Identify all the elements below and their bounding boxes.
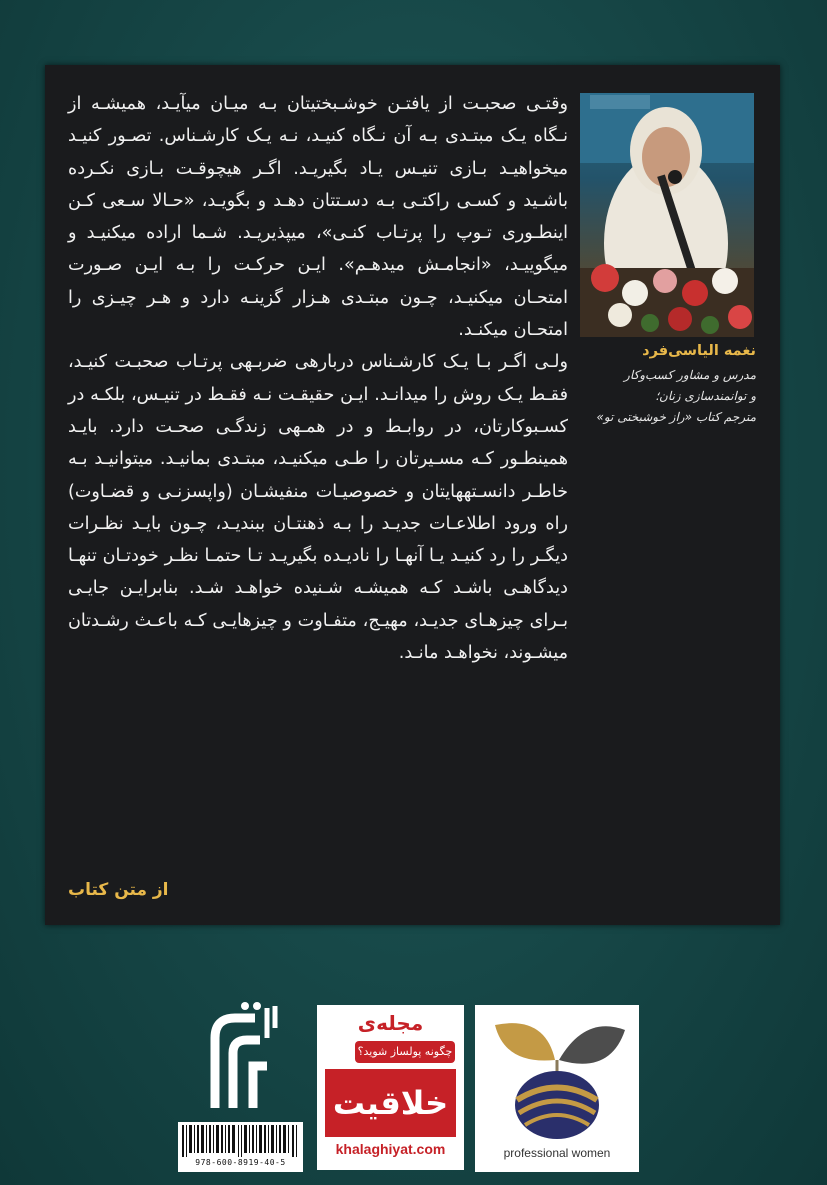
author-info (560, 343, 756, 428)
isbn-number: 978-600-8919-40-5 (195, 1158, 286, 1167)
author-name: نغمه الیاسی‌فرد (642, 343, 756, 359)
author-portrait-illustration (580, 93, 754, 337)
pw-label: professional women (503, 1146, 611, 1160)
author-title-1: مدرس و مشاور کسب‌وکار (624, 368, 756, 382)
excerpt-source: از متن کتاب (68, 880, 169, 900)
negah-logo-icon (205, 998, 285, 1116)
excerpt-paragraph-1: وقتـی صحبـت از یافتـن خوشـبختیتان بـه میـان میآیـد، همیشـه از نـگاه یـک مبتـدی بـه آن نـگاه کنیـد، نـه یـک کارشـناس. تصـور کنیـد میخواهیـد بـازی تنیـس یـاد بگیریـد. اگـر هیچوقـت بـازی نکـرده باشـید و کسـی راکتـی بـه دسـتتان دهـد و بگویـد، «حـالا سـعی کـن اینطـوری تـوپ را پرتـاب کنـی»، میپذیریـد. شـما اراده میکنیـد و میگوییـد، «انجامـش میدهـم». ایـن حرکـت را بـه ایـن صـورت امتحـان میکنیـد، چـون مبتـدی هـزار گزینـه دارد و هـر چیـزی را امتحـان میکنـد. (68, 94, 568, 341)
book-excerpt (68, 88, 568, 848)
magazine-question: چگونه پولساز شوید؟ (355, 1041, 455, 1063)
magazine-url: khalaghiyat.com (335, 1141, 446, 1157)
magazine-title: خلاقیت (325, 1069, 456, 1137)
leaf-sphere-icon (475, 1005, 639, 1145)
author-photo (580, 93, 754, 337)
publisher-logo (205, 998, 285, 1116)
professional-women-logo (475, 1005, 639, 1172)
author-title-3: مترجم کتاب «راز خوشبختی تو» (596, 410, 756, 424)
khalaghiyat-magazine-logo (317, 1005, 464, 1170)
magazine-label: مجله‌ی (357, 1011, 424, 1035)
author-title-2: و توانمندسازی زنان؛ (655, 389, 756, 403)
excerpt-paragraph-2: ولـی اگـر بـا یـک کارشـناس دربارهی ضربـهی پرتـاب صحبـت کنیـد، فقـط یـک روش را میدانـد. ایـن حقیقـت نـه فقـط در تنیـس، بلکـه در کسـبوکارتان، در روابـط و در همـهی زندگـی صحـت دارد. بایـد همینطـور کـه مسـیرتان را طـی میکنیـد، مبتـدی بمانیـد. میتوانیـد بـه خاطـر دانسـتههایتان و خصوصیـات منفیشـان (واپسزنـی و قضـاوت) راه ورود اطلاعـات جدیـد را بـه ذهنتـان ببندیـد، چـون بایـد نظـرات دیگـر را رد کنیـد یـا آنهـا را نادیـده بگیریـد تـا حتمـا نظـر خودتـان تنهـا دیدگاهـی باشـد کـه همیشـه شـنیده خواهـد شـد. بنابرایـن جایـی بـرای چیزهـای جدیـد، مهیـج، متفـاوت و چیزهایـی کـه باعـث رشـدتان میشـوند، نخواهـد مانـد. (68, 352, 568, 664)
barcode-bars (178, 1122, 303, 1158)
